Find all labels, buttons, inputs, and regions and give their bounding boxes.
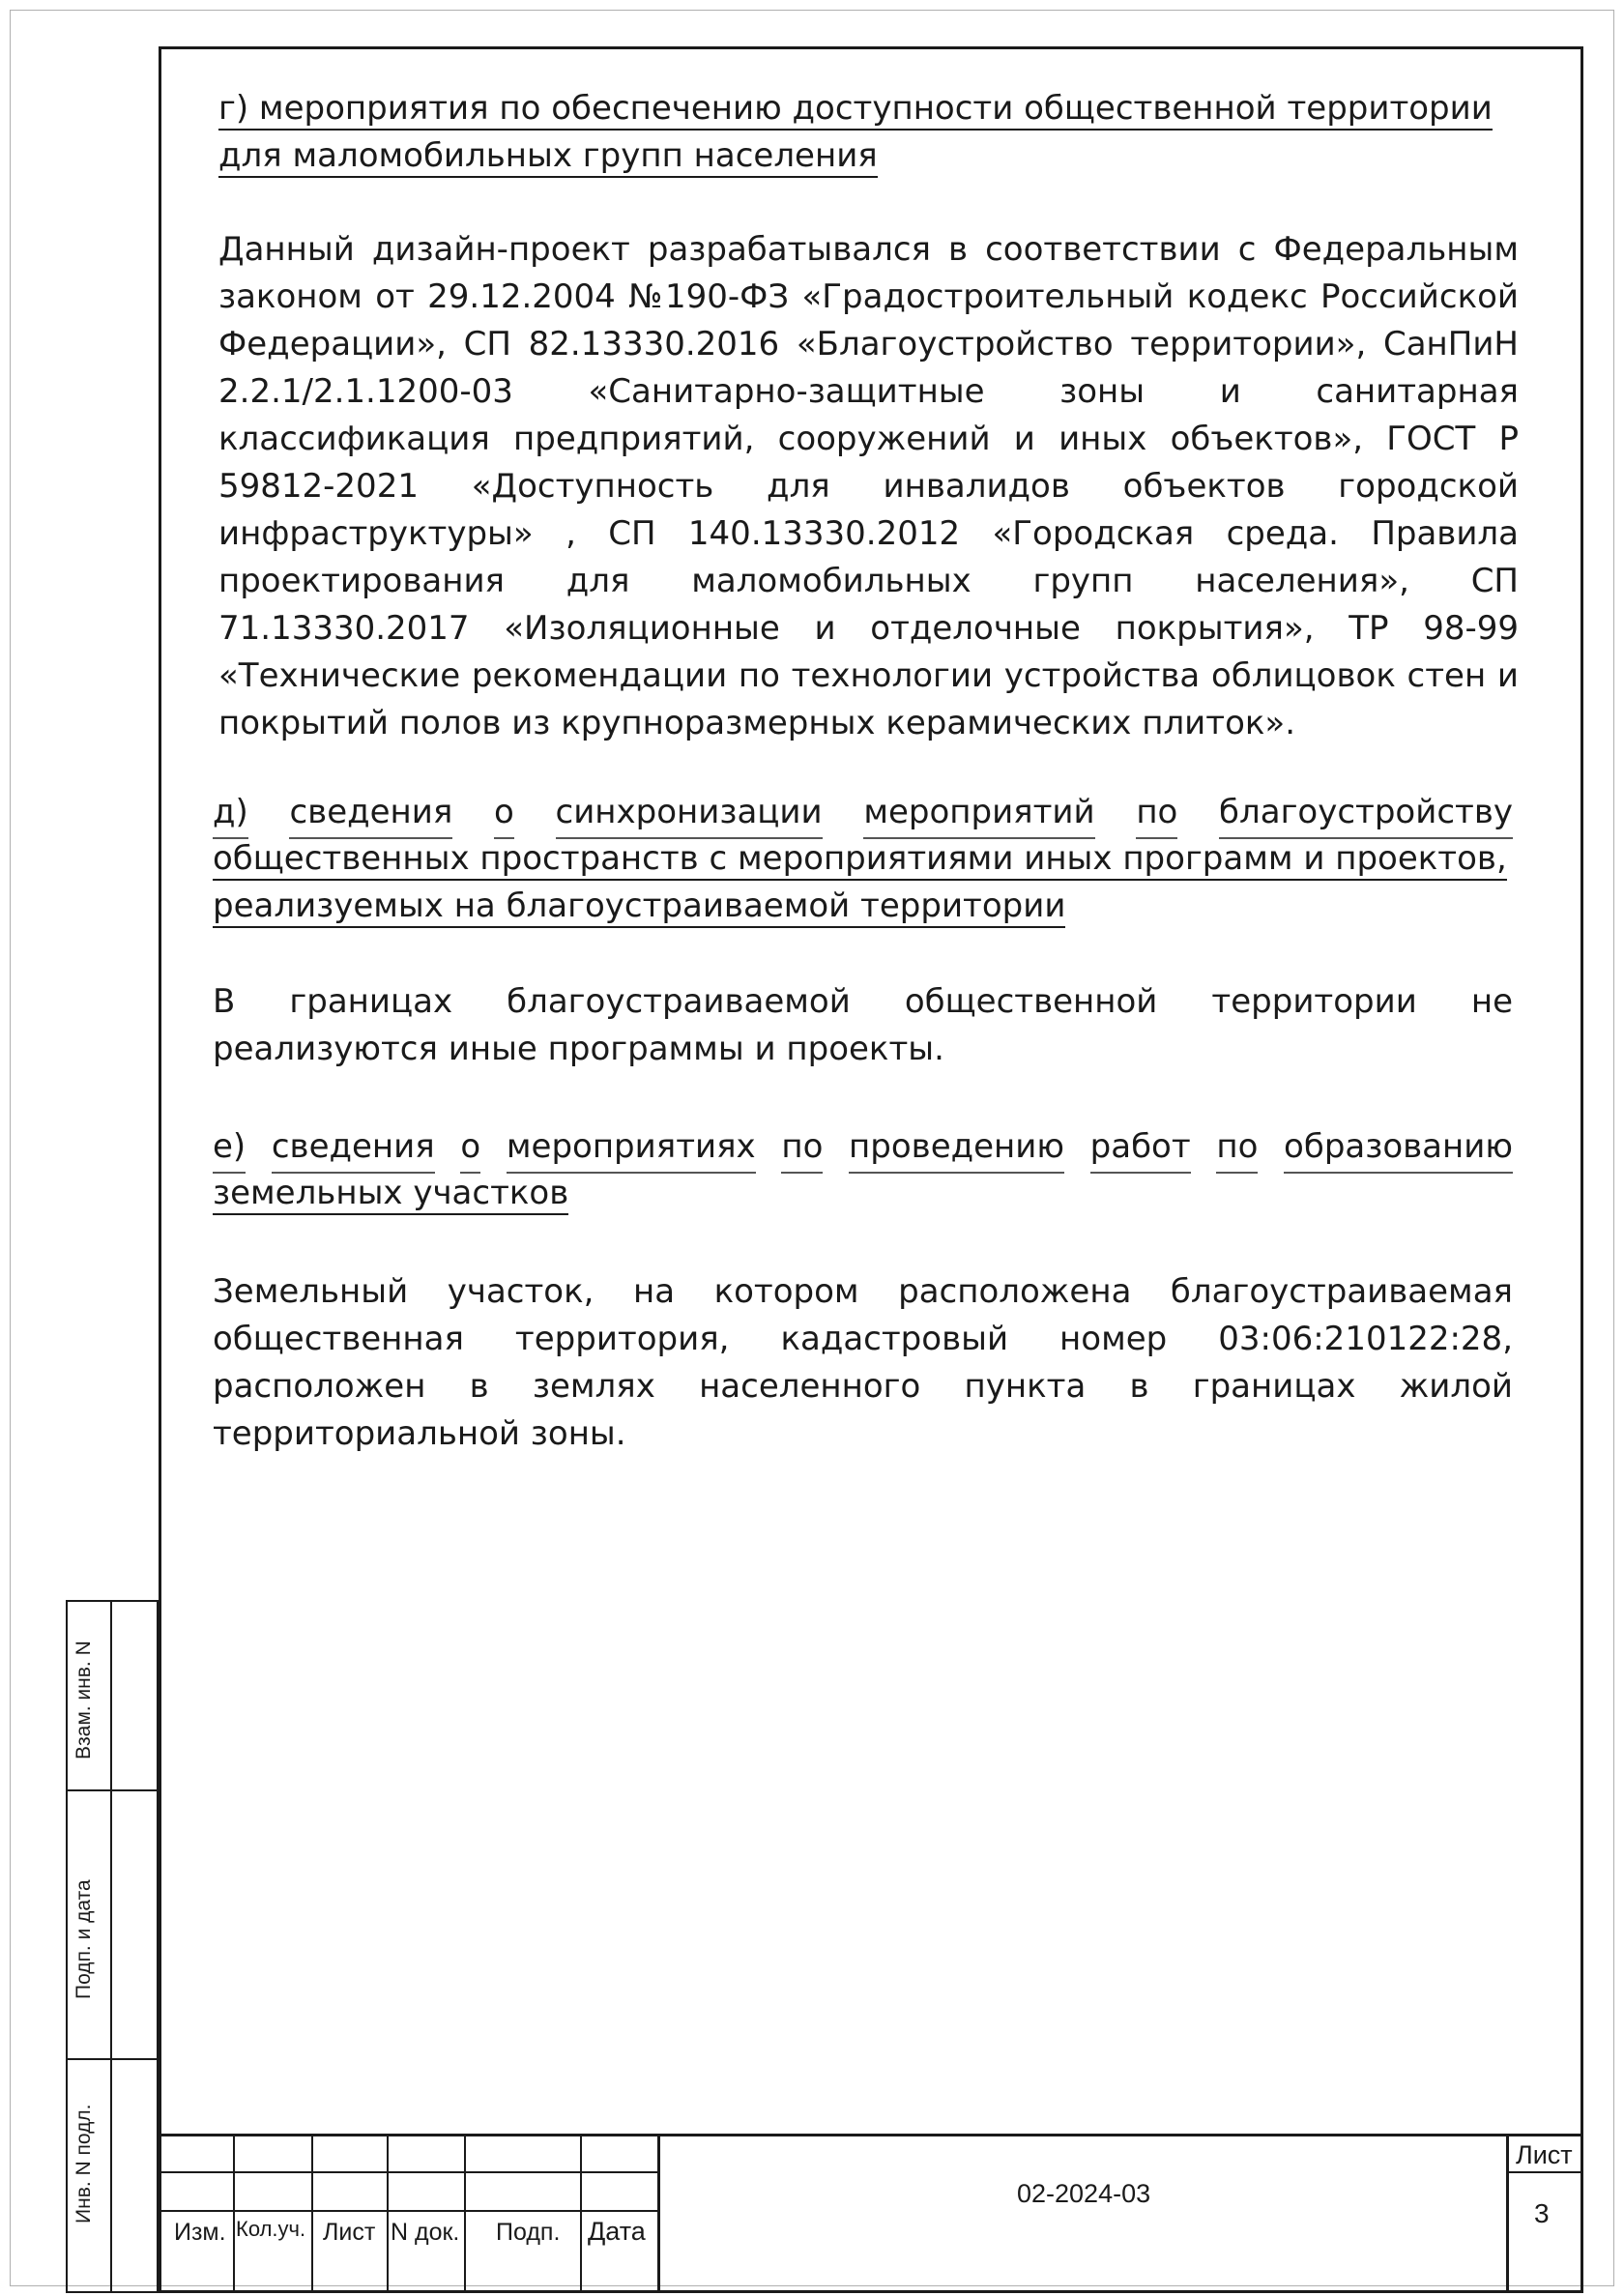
section-g-body: Данный дизайн-проект разрабатывался в соответствии с Федеральным законом от 29.12.2004 №190-ФЗ «Градостроительный кодекс Российской Федерации», СП 82.13330.2016 «Благоустройство территории», СанПиН 2.2.1/2.1.1200-03 «Санитарно-защитные зоны и санитарная классификация предприятий, сооружений и иных объектов», ГОСТ Р 59812-2021 «Доступность для инвалидов объектов городской инфраструктуры» , СП 140.13330.2012 «Городская среда. Правила проектирования для маломобильных групп населения», СП 71.13330.2017 «Изоляционные и отделочные покрытия», ТР 98-99 «Технические рекомендации по технологии устройства облицовок стен и покрытий полов из крупноразмерных керамических плиток». [218, 230, 1519, 742]
heading-word: д) [213, 789, 248, 839]
heading-word: синхронизации [556, 789, 823, 839]
tb-podp-label: Подп. [496, 2219, 561, 2246]
heading-word: о [460, 1123, 480, 1174]
section-e-heading-line2: земельных участков [213, 1174, 568, 1215]
heading-word: проведению [849, 1123, 1064, 1174]
tb-col-line-3 [387, 2134, 389, 2293]
section-d-heading-line1 [213, 789, 1513, 839]
section-d-heading-line3: реализуемых на благоустраиваемой территории [213, 886, 1065, 928]
heading-word: сведения [289, 789, 452, 839]
tb-col-line-4 [464, 2134, 466, 2293]
tb-col-line-7 [1506, 2134, 1509, 2293]
tb-data-label: Дата [588, 2217, 646, 2246]
heading-word: по [1136, 789, 1177, 839]
sheet-number: 3 [1534, 2198, 1550, 2228]
heading-word: по [1216, 1123, 1258, 1174]
tb-col-line-6 [657, 2134, 660, 2293]
stamp-inv-label: Инв. N подл. [72, 2104, 95, 2223]
stamp-vzam-label: Взам. инв. N [72, 1641, 95, 1759]
document-code: 02-2024-03 [1017, 2179, 1151, 2208]
section-e-heading-line2-wrap [213, 1170, 568, 1217]
section-g-heading-line1: г) мероприятия по обеспечению доступности общественной территории [218, 89, 1493, 131]
heading-word: образованию [1284, 1123, 1513, 1174]
section-d-heading-line2: общественных пространств с мероприятиями иных программ и проектов, [213, 839, 1507, 881]
section-e-body: Земельный участок, на котором расположена благоустраиваемая общественная территория, кадастровый номер 03:06:210122:28, расположен в землях населенного пункта в границах жилой территориальной зоны. [213, 1272, 1513, 1453]
tb-sheet-label: Лист [1516, 2140, 1573, 2169]
stamp-podp-label: Подп. и дата [72, 1879, 95, 1999]
heading-word: по [781, 1123, 823, 1174]
section-e-heading-line1 [213, 1123, 1513, 1174]
heading-word: мероприятиях [507, 1123, 756, 1174]
tb-sheet-line [1506, 2171, 1583, 2173]
tb-list-label: Лист [323, 2219, 376, 2246]
tb-col-line-2 [311, 2134, 313, 2293]
tb-ndok-label: N док. [391, 2219, 460, 2246]
heading-word: е) [213, 1123, 246, 1174]
section-d-heading-line2-wrap [213, 835, 1507, 883]
heading-word: сведения [272, 1123, 435, 1174]
section-d-heading-line3-wrap [213, 883, 1065, 930]
tb-col-line-5 [580, 2134, 582, 2293]
section-d-body: В границах благоустраиваемой общественной территории не реализуются иные программы и проекты. [213, 982, 1513, 1068]
heading-word: благоустройству [1219, 789, 1513, 839]
heading-word: работ [1090, 1123, 1191, 1174]
title-block [159, 2134, 1583, 2293]
heading-word: мероприятий [863, 789, 1094, 839]
section-g-heading-line2: для маломобильных групп населения [218, 136, 878, 178]
section-g-heading [218, 85, 1493, 180]
tb-kol-label: Кол.уч. [236, 2217, 306, 2241]
tb-col-line-1 [233, 2134, 235, 2293]
tb-izm-label: Изм. [174, 2219, 226, 2246]
heading-word: о [494, 789, 514, 839]
